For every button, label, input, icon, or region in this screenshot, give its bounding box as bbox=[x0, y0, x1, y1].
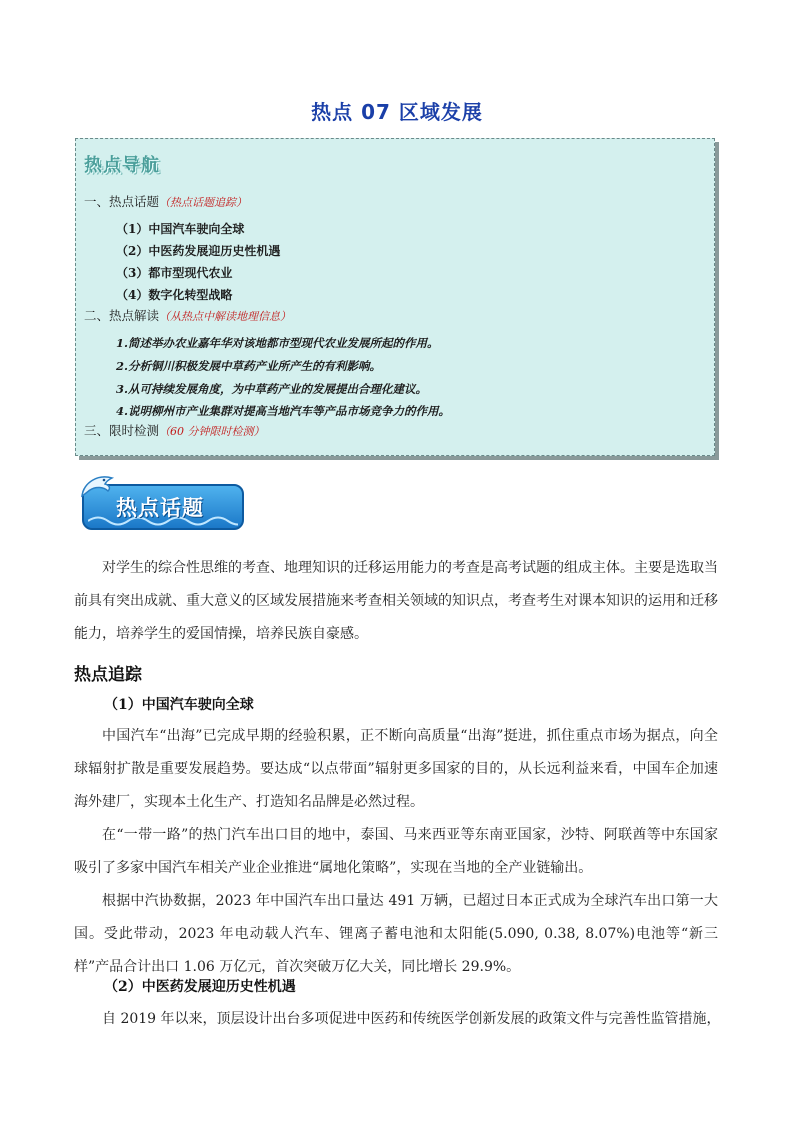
topic2-first-line: 自 2019 年以来，顶层设计出台多项促进中医药和传统医学创新发展的政策文件与完善性监管措施， bbox=[102, 1011, 721, 1027]
topic1-paragraph-1: 中国汽车“出海”已完成早期的经验积累，正不断向高质量“出海”挺进，抓住重点市场为据点，向全球辐射扩散是重要发展趋势。要达成“以点带面”辐射更多国家的目的，从长远利益来看，中国车企加速海外建厂，实现本土化生产、打造知名品牌是必然过程。 bbox=[74, 728, 718, 810]
nav-section-test-label: 三、限时检测 bbox=[84, 423, 160, 438]
nav-topic-1: （1）中国汽车驶向全球 bbox=[116, 222, 245, 236]
topic1-body bbox=[74, 720, 718, 984]
nav-reading-4: 4.说明柳州市产业集群对提高当地汽车等产品市场竞争力的作用。 bbox=[116, 404, 451, 418]
topic2-heading: （2）中医药发展迎历史性机遇 bbox=[104, 979, 296, 995]
hotspot-navigation-box bbox=[75, 138, 715, 456]
nav-section-topics bbox=[84, 192, 247, 210]
nav-section-readings bbox=[84, 306, 291, 324]
nav-section-readings-label: 二、热点解读 bbox=[84, 308, 160, 323]
nav-reading-2: 2.分析铜川积极发展中草药产业所产生的有利影响。 bbox=[116, 359, 382, 373]
nav-section-topics-label: 一、热点话题 bbox=[84, 194, 160, 209]
topic1-paragraph-3: 根据中汽协数据，2023 年中国汽车出口量达 491 万辆，已超过日本正式成为全球汽车出口第一大国。受此带动，2023 年电动载人汽车、锂离子蓄电池和太阳能(5.090, 0.38, 8.07%)电池等“新三样”产品合计出口 1.06 万亿元，首次突破万亿大关，同比增长 29.9%。 bbox=[74, 893, 718, 975]
nav-topic-4: （4）数字化转型战略 bbox=[116, 288, 233, 302]
hot-topics-badge bbox=[78, 470, 246, 532]
tracking-heading: 热点追踪 bbox=[74, 665, 142, 685]
page-title: 热点 07 区域发展 bbox=[311, 100, 483, 124]
nav-reading-1: 1.简述举办农业嘉年华对该地都市型现代农业发展所起的作用。 bbox=[116, 336, 439, 350]
topic1-heading: （1）中国汽车驶向全球 bbox=[104, 697, 254, 713]
nav-topic-3: （3）都市型现代农业 bbox=[116, 266, 233, 280]
navigation-heading: 热点导航 bbox=[84, 155, 160, 176]
nav-section-test-note: （60 分钟限时检测） bbox=[159, 425, 265, 438]
intro-paragraph bbox=[74, 552, 718, 651]
intro-text: 对学生的综合性思维的考查、地理知识的迁移运用能力的考查是高考试题的组成主体。主要是选取当前具有突出成就、重大意义的区域发展措施来考查相关领域的知识点，考查考生对课本知识的运用和迁移能力，培养学生的爱国情操，培养民族自豪感。 bbox=[74, 560, 718, 642]
nav-reading-3: 3.从可持续发展角度，为中草药产业的发展提出合理化建议。 bbox=[116, 382, 428, 396]
dolphin-icon bbox=[78, 470, 118, 504]
nav-section-test bbox=[84, 421, 265, 439]
nav-topic-2: （2）中医药发展迎历史性机遇 bbox=[116, 244, 281, 258]
topic1-paragraph-2: 在“一带一路”的热门汽车出口目的地中，泰国、马来西亚等东南亚国家，沙特、阿联酋等中东国家吸引了多家中国汽车相关产业企业推进“属地化策略”，实现在当地的全产业链输出。 bbox=[74, 827, 718, 876]
nav-section-readings-note: （从热点中解读地理信息） bbox=[159, 310, 292, 323]
nav-section-topics-note: （热点话题追踪） bbox=[159, 196, 248, 209]
badge-label: 热点话题 bbox=[116, 496, 204, 520]
